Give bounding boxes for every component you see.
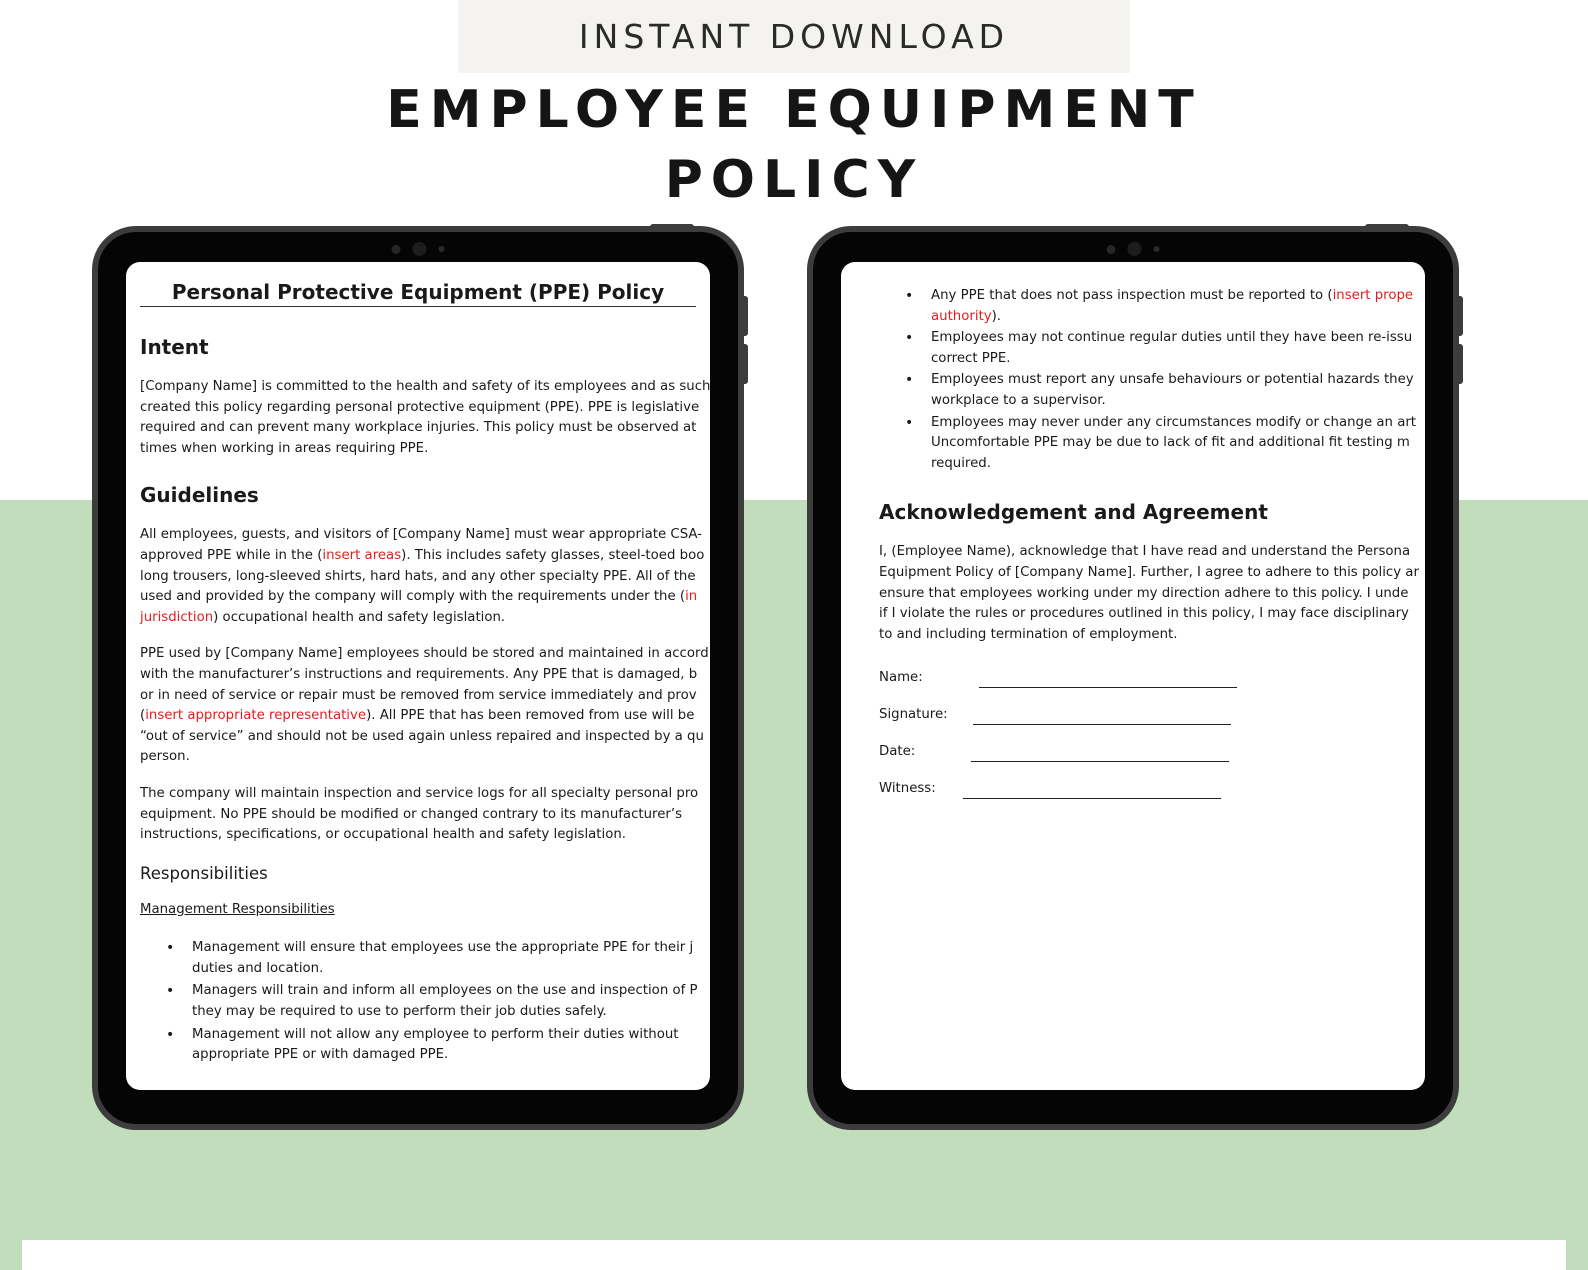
list-item <box>879 370 1425 411</box>
camera-lens-icon <box>1128 242 1142 256</box>
signature-line[interactable] <box>973 711 1231 725</box>
camera-dot <box>1107 245 1116 254</box>
text-line: • Employees must report any unsafe behaviours or potential hazards they <box>931 372 1414 388</box>
text-line: instructions, specifications, or occupational health and safety legislation. <box>140 827 626 843</box>
main-title-line2: POLICY <box>664 150 924 210</box>
placeholder-jurisdiction-start: in <box>685 589 698 605</box>
bottom-white-strip <box>22 1240 1566 1270</box>
text-line: “out of service” and should not be used again unless repaired and inspected by a qu <box>140 728 704 744</box>
text-line: The company will maintain inspection and service logs for all specialty personal pro <box>140 785 699 801</box>
text-line: created this policy regarding personal protective equipment (PPE). PPE is legislative <box>140 399 700 415</box>
text-line: or in need of service or repair must be removed from service immediately and prov <box>140 687 697 703</box>
text-line: Uncomfortable PPE may be due to lack of fit and additional fit testing m <box>931 435 1410 451</box>
text-line: I, (Employee Name), acknowledge that I have read and understand the Persona <box>879 544 1411 560</box>
text-line: required. <box>931 455 991 471</box>
left-tablet-screen <box>126 262 710 1090</box>
placeholder-jurisdiction: jurisdiction <box>140 609 214 625</box>
name-line[interactable] <box>979 674 1237 688</box>
witness-label: Witness: <box>879 780 936 796</box>
text-line <box>140 587 710 608</box>
right-tablet-screen <box>841 262 1425 1090</box>
tablet-side-button <box>742 296 748 336</box>
signature-block <box>879 651 1425 799</box>
date-line[interactable] <box>971 748 1229 762</box>
text-line: Equipment Policy of [Company Name]. Further, I agree to adhere to this policy ar <box>879 564 1419 580</box>
list-item <box>140 981 710 1022</box>
text-line: • Employees may never under any circumstances modify or change an art <box>931 414 1417 430</box>
text-line <box>931 307 1425 328</box>
management-responsibilities-heading: Management Responsibilities <box>140 901 335 917</box>
text-line <box>931 286 1425 307</box>
text-line: • Management will not allow any employee to perform their duties without <box>192 1026 679 1042</box>
text-span: ). <box>991 308 1002 324</box>
witness-line[interactable] <box>963 785 1221 799</box>
text-line: equipment. No PPE should be modified or changed contrary to its manufacturer’s <box>140 806 683 822</box>
signature-row-witness <box>879 762 1425 799</box>
intent-heading: Intent <box>140 335 209 359</box>
list-item <box>879 328 1425 369</box>
placeholder-authority: authority <box>931 308 992 324</box>
guidelines-paragraph-3 <box>140 784 710 846</box>
camera-dot <box>439 246 445 252</box>
instant-download-banner <box>458 0 1130 73</box>
acknowledgement-paragraph <box>879 542 1425 645</box>
name-label: Name: <box>879 669 923 685</box>
camera-dot <box>1154 246 1160 252</box>
list-item <box>140 938 710 979</box>
management-bullet-list <box>140 938 710 1066</box>
placeholder-authority-start: insert prope <box>1332 288 1414 303</box>
text-span: used and provided by the company will comply with the requirements under the ( <box>140 589 686 605</box>
text-line: PPE used by [Company Name] employees should be stored and maintained in accord <box>140 646 709 662</box>
text-line <box>140 546 710 567</box>
text-line: duties and location. <box>192 960 324 976</box>
intent-paragraph <box>140 377 710 459</box>
camera-lens-icon <box>413 242 427 256</box>
employee-bullet-list <box>879 286 1425 474</box>
tablet-top-button <box>1365 224 1409 230</box>
left-tablet <box>92 226 744 1130</box>
banner-text: INSTANT DOWNLOAD <box>578 17 1010 56</box>
signature-row-date <box>879 725 1425 762</box>
text-span: approved PPE while in the ( <box>140 547 323 563</box>
text-line: [Company Name] is committed to the health and safety of its employees and as such <box>140 379 710 394</box>
text-line <box>140 706 710 727</box>
acknowledgement-page <box>879 262 1425 799</box>
tablet-camera <box>1107 242 1160 256</box>
guidelines-paragraph-1 <box>140 525 710 628</box>
signature-row-name <box>879 651 1425 688</box>
tablet-side-button <box>1457 344 1463 384</box>
tablet-side-button <box>1457 296 1463 336</box>
text-line: • Management will ensure that employees use the appropriate PPE for their j <box>192 940 694 956</box>
text-span: ) occupational health and safety legislation. <box>213 609 506 625</box>
main-title-line1: EMPLOYEE EQUIPMENT <box>386 80 1202 140</box>
tablet-top-button <box>650 224 694 230</box>
text-line: All employees, guests, and visitors of [Company Name] must wear appropriate CSA- <box>140 527 702 543</box>
guidelines-paragraph-2 <box>140 644 710 768</box>
tablet-side-button <box>742 344 748 384</box>
list-item <box>879 413 1425 475</box>
signature-row-signature <box>879 688 1425 725</box>
list-item <box>879 286 1425 327</box>
text-line: person. <box>140 749 190 765</box>
text-line: appropriate PPE or with damaged PPE. <box>192 1047 449 1063</box>
text-line: with the manufacturer’s instructions and requirements. Any PPE that is damaged, b <box>140 666 698 682</box>
text-line: long trousers, long-sleeved shirts, hard hats, and any other specialty PPE. All of the <box>140 568 696 584</box>
text-line: required and can prevent many workplace injuries. This policy must be observed at <box>140 420 697 436</box>
doc-title: Personal Protective Equipment (PPE) Policy <box>140 262 696 307</box>
text-span: ). This includes safety glasses, steel-toed boo <box>401 547 705 563</box>
text-line: to and including termination of employment. <box>879 626 1178 642</box>
text-line: they may be required to use to perform their job duties safely. <box>192 1004 607 1020</box>
camera-dot <box>392 245 401 254</box>
right-tablet <box>807 226 1459 1130</box>
list-item <box>140 1025 710 1066</box>
text-span: ). All PPE that has been removed from use will be <box>366 708 695 724</box>
text-line: • Employees may not continue regular duties until they have been re-issu <box>931 330 1413 346</box>
tablet-camera <box>392 242 445 256</box>
text-line: workplace to a supervisor. <box>931 392 1106 408</box>
text-line: • Managers will train and inform all employees on the use and inspection of P <box>192 983 698 999</box>
guidelines-heading: Guidelines <box>140 483 259 508</box>
date-label: Date: <box>879 743 916 759</box>
responsibilities-heading: Responsibilities <box>140 863 268 883</box>
text-span: Any PPE that does not pass inspection must be reported to ( <box>931 288 1333 303</box>
text-line: if I violate the rules or procedures outlined in this policy, I may face disciplinary <box>879 606 1409 622</box>
text-line: correct PPE. <box>931 350 1011 366</box>
text-line: times when working in areas requiring PPE. <box>140 440 429 456</box>
signature-label: Signature: <box>879 706 948 722</box>
text-line: ensure that employees working under my direction adhere to this policy. I unde <box>879 585 1409 601</box>
ppe-policy-page <box>140 262 710 1066</box>
text-line <box>140 608 710 629</box>
placeholder-representative: insert appropriate representative <box>145 708 367 724</box>
placeholder-insert-areas: insert areas <box>322 547 402 563</box>
text-span: ( <box>140 708 146 724</box>
acknowledgement-heading: Acknowledgement and Agreement <box>879 500 1268 525</box>
